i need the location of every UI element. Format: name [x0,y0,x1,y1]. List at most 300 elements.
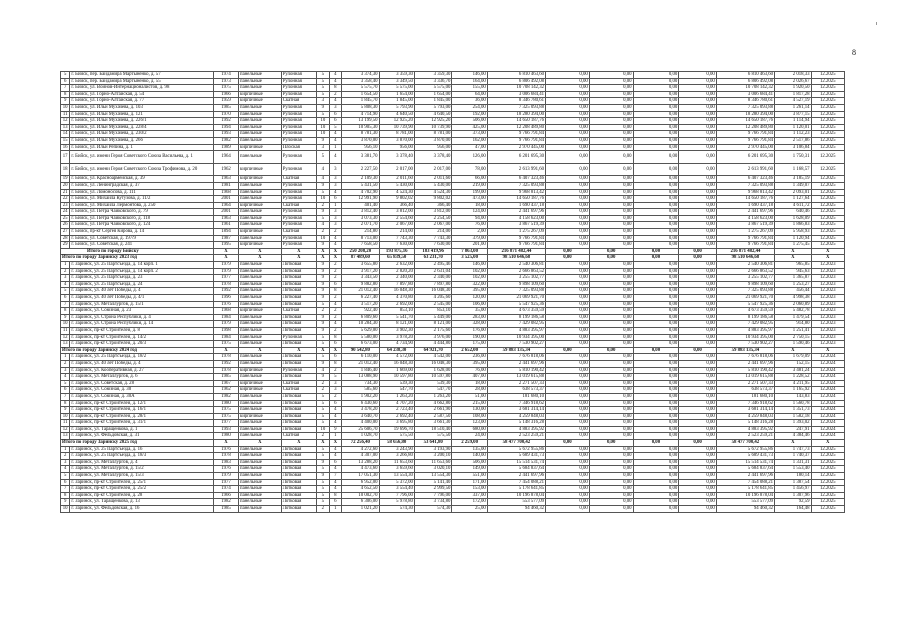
cell-completion-date: 12.2025 [811,229,844,236]
cell-premises-area: 214,00 [379,229,414,236]
cell-completion-date: 12.2023 [811,268,844,275]
cell-repair-cost: 98 510 646,68 [487,255,545,262]
cell-row-number: 8 [61,400,70,407]
cell-residents: 680,00 [452,426,487,433]
cell-total-area: 25 606,70 [342,426,379,433]
cell-roof-type: Лотковая [281,301,316,308]
cell-owner-funds: 0,00 [679,453,716,460]
cell-build-year: 1993 [214,426,239,433]
table-row [61,426,845,433]
cell-regional-funds: 0,00 [589,486,633,493]
cell-regional-funds: 0,00 [589,281,633,288]
cell-premises-area: 3 902,30 [379,327,414,334]
table-row [61,163,845,176]
cell-entrances: 8 [329,85,341,92]
cell-build-year: 1967 [214,380,239,387]
cell-federal-funds: 0,00 [546,137,590,144]
cell-repair-cost: 5 148 316,28 [487,420,545,427]
cell-unit-cost: 1 165,92 [775,387,811,394]
cell-address: г. Бийск, ул. Петра Чайковского, д. 118 [70,215,214,222]
cell-floors: 9 [317,275,329,282]
cell-unit-cost: 1 582,18 [775,413,811,420]
cell-residents: 76,00 [452,222,487,229]
cell-owner-total: 9 968 813,42 [716,189,774,196]
cell-owner-total: 18 280 394,00 [716,111,774,118]
table-row [61,242,845,249]
cell-entrances: 9 [329,426,341,433]
cell-wall-material: панельные [239,486,282,493]
cell-owner-total: 181 680,10 [716,393,774,400]
cell-entrances: 1 [329,202,341,209]
cell-row-number: 1 [61,354,70,361]
cell-completion-date: 12.2023 [811,281,844,288]
cell-roof-type: Рулонная [281,151,316,164]
cell-regional-funds: 0,00 [589,242,633,249]
cell-address: Итого по городу Заринску 2025 год [61,440,214,447]
cell-total-area: 17 051,30 [342,473,379,480]
cell-residents: 64,00 [452,91,487,98]
cell-premises-area: 4 370,80 [379,295,414,302]
cell-local-funds: 0,00 [633,374,679,381]
cell-completion-date: 12.2025 [811,473,844,480]
cell-total-area: 5 431,50 [342,182,379,189]
cell-floors: 2 [317,202,329,209]
cell-owner-funds: 0,00 [679,459,716,466]
cell-owner-funds: 0,00 [679,229,716,236]
cell-local-funds: 0,00 [633,393,679,400]
cell-build-year: 2001 [214,196,239,203]
cell-row-number: 16 [61,144,70,151]
cell-residential-area: 64 921,70 [414,347,451,354]
table-row [61,301,845,308]
cell-residents: 373,00 [452,131,487,138]
cell-total-area: 5 575,70 [342,85,379,92]
cell-repair-cost: 15 514 531,74 [487,459,545,466]
cell-local-funds: 0,00 [633,380,679,387]
cell-owner-funds: 0,00 [679,407,716,414]
cell-roof-type: Лотковая [281,486,316,493]
cell-regional-funds: 0,00 [589,215,633,222]
cell-address: г. Заринск, ул. Советская, д. 28 [70,380,214,387]
cell-regional-funds: 0,00 [589,360,633,367]
cell-residents: 146,00 [452,262,487,269]
cell-entrances: 6 [329,341,341,348]
cell-floors: 9 [317,473,329,480]
cell-owner-funds: 0,00 [679,400,716,407]
cell-row-number: 13 [61,341,70,348]
cell-address: г. Бийск, пер. Байдамира Мартыненко, д. 57 [70,72,214,79]
cell-local-funds: 0,00 [633,222,679,229]
cell-completion-date: 12.2023 [811,327,844,334]
cell-build-year: 1984 [214,334,239,341]
cell-floors: 5 [317,499,329,506]
cell-local-funds: 0,00 [633,420,679,427]
cell-build-year: 1970 [214,111,239,118]
table-row [61,85,845,92]
cell-regional-funds: 0,00 [589,374,633,381]
cell-row-number: 9 [61,314,70,321]
cell-regional-funds: 0,00 [589,176,633,183]
cell-repair-cost: 7 346 918,62 [487,400,545,407]
cell-owner-funds: 0,00 [679,111,716,118]
cell-build-year: 1968 [214,308,239,315]
cell-owner-total: 4 158 623,00 [716,215,774,222]
cell-build-year: 1985 [214,506,239,513]
cell-address: г. Бийск, ул. Ломоносова, д. 111 [70,189,214,196]
cell-residents: 140,00 [452,453,487,460]
cell-residential-area: 547,70 [414,387,451,394]
cell-residents: 28,00 [452,387,487,394]
cell-wall-material: панельные [239,400,282,407]
cell-regional-funds: 0,00 [589,473,633,480]
cell-build-year: 1976 [214,301,239,308]
cell-address: г. Бийск, ул. Ильи Мухачева, д. 226/1 [70,118,214,125]
cell-row-number: 19 [61,176,70,183]
cell-owner-total: 14 650 187,76 [716,118,774,125]
cell-owner-total: 2 970 445,00 [716,144,774,151]
cell-address: г. Заринск, ул. 40 лет Победы, д. 4 [70,360,214,367]
cell-wall-material: панельные [239,151,282,164]
cell-regional-funds: 0,00 [589,275,633,282]
cell-entrances: 1 [329,144,341,151]
cell-owner-total: 13 019 615,88 [716,374,774,381]
cell-residential-area: 4 205,60 [414,295,451,302]
cell-total-area: 5 580,00 [342,334,379,341]
cell-owner-total: 5 178 641,85 [716,486,774,493]
cell-floors: 5 [317,215,329,222]
cell-owner-funds: 0,00 [679,426,716,433]
cell-roof-type: Рулонная [281,104,316,111]
cell-residential-area: 574,30 [414,506,451,513]
cell-wall-material: панельные [239,433,282,440]
cell-wall-material: панельные [239,506,282,513]
cell-build-year: 1979 [214,321,239,328]
cell-entrances: 3 [329,215,341,222]
cell-repair-cost: 2 970 445,00 [487,144,545,151]
cell-wall-material: панельные [239,492,282,499]
cell-row-number: 17 [61,151,70,164]
cell-repair-cost: 8 199 186,58 [487,314,545,321]
cell-unit-cost: 3 185,19 [775,176,811,183]
cell-total-area: 2 071,70 [342,222,379,229]
cell-floors: 5 [317,486,329,493]
cell-roof-type: Скатная [281,202,316,209]
cell-residents: 164,00 [452,78,487,85]
cell-regional-funds: 0,00 [589,459,633,466]
cell-owner-total: 98 510 646,68 [716,255,774,262]
cell-regional-funds: 0,00 [589,196,633,203]
cell-repair-cost: 7 325 093,88 [487,104,545,111]
table-row [61,262,845,269]
cell-repair-cost: 2 271 507,33 [487,380,545,387]
table-row [61,446,845,453]
cell-regional-funds: 0,00 [589,506,633,513]
cell-federal-funds: 0,00 [546,229,590,236]
cell-premises-area: 3 359,30 [379,72,414,79]
table-row [61,327,845,334]
cell-premises-area: 3 243,90 [379,446,414,453]
cell-address: г. Заринск, ул. Союзная, д. 30А [70,393,214,400]
cell-wall-material: панельные [239,499,282,506]
cell-local-funds: 0,00 [633,314,679,321]
cell-completion-date: 12.2025 [811,202,844,209]
cell-residents: 120,00 [452,295,487,302]
cell-owner-total: 5 689 431,73 [716,453,774,460]
cell-row-number: 11 [61,420,70,427]
cell-build-year: 1979 [214,473,239,480]
cell-federal-funds: 0,00 [546,118,590,125]
cell-residential-area: 10 597,80 [414,374,451,381]
cell-residents: 473,00 [452,196,487,203]
cell-entrances: 4 [329,78,341,85]
cell-wall-material: кирпичные [239,176,282,183]
cell-premises-area: 10 597,80 [379,374,414,381]
cell-row-number: 13 [61,433,70,440]
cell-wall-material: панельные [239,182,282,189]
cell-entrances: 4 [329,321,341,328]
cell-owner-funds: 0,00 [679,98,716,105]
houses-register-table [60,71,845,513]
cell-federal-funds: 0,00 [546,486,590,493]
cell-premises-area: 2 340,00 [379,275,414,282]
cell-owner-total: 21 069 921,70 [716,295,774,302]
cell-completion-date: 12.2025 [811,209,844,216]
cell-premises-area: 193 875,16 [379,248,414,255]
cell-total-area: 7 658,50 [342,242,379,249]
cell-address: г. Бийск, ул. Горно-Алтайская, д. 54 [70,91,214,98]
cell-floors: 9 [317,242,329,249]
cell-floors: 10 [317,196,329,203]
cell-repair-cost: 10 708 142,32 [487,85,545,92]
cell-federal-funds: 0,00 [546,255,590,262]
cell-residential-area: 2 999,50 [414,486,451,493]
cell-residents: 175,00 [452,341,487,348]
cell-residential-area: 575,50 [414,433,451,440]
cell-floors: X [317,248,329,255]
cell-regional-funds: 0,00 [589,202,633,209]
cell-owner-total: 15 514 531,74 [716,459,774,466]
cell-roof-type: Рулонная [281,215,316,222]
cell-owner-total: 8 199 186,58 [716,314,774,321]
cell-build-year: 1959 [214,98,239,105]
cell-premises-area: 5 793,90 [379,104,414,111]
cell-entrances: 6 [329,459,341,466]
cell-residents: 7 863,00 [452,248,487,255]
cell-roof-type: X [281,440,316,447]
cell-residential-area: 2 067,00 [414,222,451,229]
cell-entrances: 4 [329,301,341,308]
cell-regional-funds: 0,00 [589,262,633,269]
cell-federal-funds: 0,00 [546,387,590,394]
cell-wall-material: панельные [239,459,282,466]
cell-owner-total: 2 441 697,96 [716,473,774,480]
cell-local-funds: 0,00 [633,91,679,98]
cell-total-area: 3 374,30 [342,72,379,79]
cell-owner-funds: 0,00 [679,235,716,242]
cell-regional-funds: 0,00 [589,209,633,216]
cell-federal-funds: 0,00 [546,163,590,176]
cell-completion-date: 12.2024 [811,426,844,433]
cell-owner-total: 2 271 507,33 [716,380,774,387]
cell-owner-funds: 0,00 [679,196,716,203]
cell-roof-type: Лотковая [281,281,316,288]
cell-wall-material: панельные [239,288,282,295]
cell-local-funds: 0,00 [633,111,679,118]
cell-federal-funds: 0,00 [546,111,590,118]
cell-total-area: 13 288,20 [342,459,379,466]
cell-total-area: 3 073,30 [342,215,379,222]
cell-residential-area: 4 524,30 [414,189,451,196]
cell-completion-date: X [811,255,844,262]
cell-wall-material: кирпичные [239,308,282,315]
cell-repair-cost: 18 280 394,00 [487,111,545,118]
cell-owner-funds: 0,00 [679,327,716,334]
cell-entrances: 8 [329,288,341,295]
cell-unit-cost: 5 958,93 [775,229,811,236]
cell-roof-type: Рулонная [281,85,316,92]
cell-address: г. Бийск, ул. Ильи Репина, д. 1 [70,144,214,151]
cell-wall-material: панельные [239,360,282,367]
cell-row-number: 12 [61,426,70,433]
cell-residents: 283,00 [452,314,487,321]
cell-entrances: 6 [329,281,341,288]
cell-residential-area: 3 976,00 [414,334,451,341]
cell-roof-type: Лотковая [281,466,316,473]
cell-unit-cost: X [775,440,811,447]
cell-row-number: 3 [61,275,70,282]
cell-completion-date: 12.2023 [811,301,844,308]
cell-regional-funds: 0,00 [589,268,633,275]
cell-total-area: 5 808,30 [342,104,379,111]
cell-local-funds: 0,00 [633,492,679,499]
cell-total-area: 4 702,90 [342,189,379,196]
cell-residents: 551,00 [452,473,487,480]
table-row [61,137,845,144]
cell-entrances: 2 [329,268,341,275]
table-row [61,466,845,473]
table-row [61,131,845,138]
cell-floors: 5 [317,85,329,92]
cell-total-area: 585,60 [342,387,379,394]
cell-residential-area: 4 662,80 [414,400,451,407]
cell-local-funds: 0,00 [633,367,679,374]
cell-unit-cost: 640,46 [775,209,811,216]
cell-owner-total: 4 673 359,59 [716,308,774,315]
cell-wall-material: панельные [239,104,282,111]
cell-total-area: 6 227,40 [342,295,379,302]
table-row [61,354,845,361]
cell-unit-cost: 1 228,52 [775,374,811,381]
cell-row-number: 7 [61,393,70,400]
cell-local-funds: 0,00 [633,459,679,466]
cell-premises-area: 11 653,60 [379,459,414,466]
cell-wall-material: X [239,255,282,262]
cell-owner-total: 638 573,37 [716,387,774,394]
cell-build-year: 1993 [214,131,239,138]
cell-wall-material: панельные [239,341,282,348]
cell-premises-area: 4 707,20 [379,400,414,407]
cell-floors: 5 [317,413,329,420]
cell-premises-area: 12 925,20 [379,118,414,125]
cell-regional-funds: 0,00 [589,400,633,407]
cell-completion-date: 12.2025 [811,118,844,125]
cell-repair-cost: 2 441 697,96 [487,473,545,480]
cell-total-area: 5 629,00 [342,327,379,334]
cell-residential-area: 16 048,30 [414,288,451,295]
cell-total-area: 3 870,00 [342,137,379,144]
cell-unit-cost: 1 307,96 [775,492,811,499]
cell-build-year: 1968 [214,189,239,196]
cell-repair-cost: 14 650 187,76 [487,118,545,125]
table-row [61,308,845,315]
cell-unit-cost: 4 611,72 [775,202,811,209]
cell-entrances: 2 [329,367,341,374]
cell-residents: 106,00 [452,301,487,308]
cell-residential-area: 853,10 [414,308,451,315]
cell-repair-cost: 6 201 695,30 [487,151,545,164]
cell-completion-date: 12.2025 [811,506,844,513]
cell-address: г. Заринск, ул. 40 лет Победы, д. 4/1 [70,295,214,302]
cell-unit-cost: 1 553,40 [775,466,811,473]
cell-wall-material: панельные [239,196,282,203]
cell-residents: 78,00 [452,163,487,176]
cell-repair-cost: 7 530 902,27 [487,341,545,348]
cell-local-funds: 0,00 [633,407,679,414]
cell-repair-cost: 6 407 323,46 [487,176,545,183]
cell-address: г. Заринск, ул. 25 Партсъезда, д. 18/2 [70,354,214,361]
cell-owner-funds: 0,00 [679,209,716,216]
cell-residential-area: 214,00 [414,229,451,236]
cell-wall-material: панельные [239,209,282,216]
cell-build-year: 1979 [214,268,239,275]
cell-federal-funds: 0,00 [546,360,590,367]
cell-local-funds: 0,00 [633,163,679,176]
cell-residents: 506,00 [452,118,487,125]
cell-entrances: 2 [329,308,341,315]
cell-regional-funds: 0,00 [589,151,633,164]
cell-total-area: 8 713,00 [342,235,379,242]
cell-roof-type: Лотковая [281,426,316,433]
cell-build-year: 1979 [214,262,239,269]
cell-entrances: 4 [329,466,341,473]
cell-total-area: 6 110,00 [342,354,379,361]
cell-floors: 5 [317,393,329,400]
cell-premises-area: 2 723,40 [379,407,414,414]
cell-repair-cost: 2 540 306,81 [487,262,545,269]
cell-local-funds: 0,00 [633,248,679,255]
cell-wall-material: панельные [239,131,282,138]
cell-local-funds: 0,00 [633,433,679,440]
cell-premises-area: 7 796,00 [379,492,414,499]
cell-regional-funds: 0,00 [589,327,633,334]
cell-wall-material: панельные [239,118,282,125]
cell-row-number: 4 [61,281,70,288]
cell-repair-cost: 12 208 489,80 [487,124,545,131]
cell-address: г. Заринск, ул. Металлургов, д. 15/3 [70,473,214,480]
cell-regional-funds: 0,00 [589,347,633,354]
cell-entrances: 2 [329,262,341,269]
cell-address: г. Заринск, ул. Таращенкова, д. 1 [70,426,214,433]
cell-unit-cost: 152,15 [775,360,811,367]
cell-federal-funds: 0,00 [546,446,590,453]
cell-entrances: 6 [329,111,341,118]
cell-row-number: 13 [61,124,70,131]
cell-unit-cost: X [775,255,811,262]
table-row [61,144,845,151]
cell-owner-total: 9 766 791,84 [716,235,774,242]
cell-floors: 9 [317,137,329,144]
cell-residential-area: 5 449,00 [414,314,451,321]
